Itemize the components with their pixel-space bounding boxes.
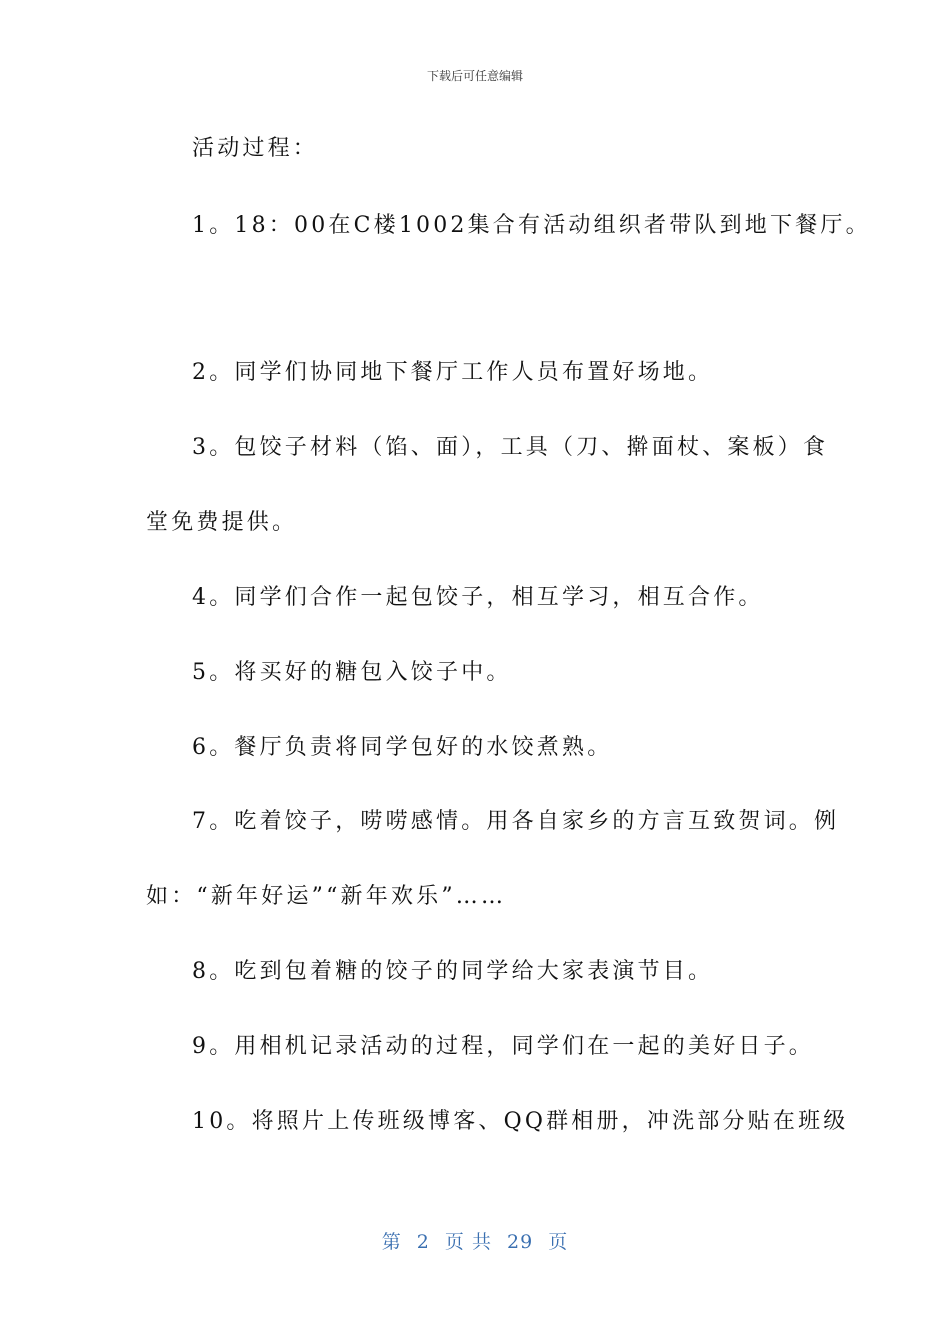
footer-middle: 页 共 <box>444 1231 492 1253</box>
footer-suffix: 页 <box>548 1231 569 1253</box>
paragraph-line: 堂免费提供。 <box>146 510 298 535</box>
paragraph-line: 9。用相机记录活动的过程，同学们在一起的美好日子。 <box>192 1034 814 1059</box>
paragraph-line: 5。将买好的糖包入饺子中。 <box>192 660 512 685</box>
paragraph-line: 1。18：00在C楼1002集合有活动组织者带队到地下餐厅。 <box>192 213 871 238</box>
paragraph-line: 8。吃到包着糖的饺子的同学给大家表演节目。 <box>192 959 714 984</box>
footer-prefix: 第 <box>381 1231 402 1253</box>
paragraph-line: 4。同学们合作一起包饺子，相互学习，相互合作。 <box>192 585 764 610</box>
page-header-note: 下载后可任意编辑 <box>426 69 523 83</box>
paragraph-line: 10。将照片上传班级博客、QQ群相册，冲洗部分贴在班级 <box>192 1109 849 1134</box>
paragraph-line: 如：“新年好运”“新年欢乐”…… <box>146 884 507 909</box>
paragraph-line: 6。餐厅负责将同学包好的水饺煮熟。 <box>192 735 613 760</box>
footer-total-pages: 29 <box>507 1231 534 1253</box>
paragraph-line: 3。包饺子材料（馅、面），工具（刀、擀面杖、案板）食 <box>192 435 829 460</box>
section-heading: 活动过程： <box>192 136 319 161</box>
paragraph-line: 7。吃着饺子，唠唠感情。用各自家乡的方言互致贺词。例 <box>192 809 840 834</box>
page-footer <box>0 1227 950 1254</box>
footer-page-number: 2 <box>416 1231 430 1253</box>
paragraph-line: 2。同学们协同地下餐厅工作人员布置好场地。 <box>192 360 714 385</box>
